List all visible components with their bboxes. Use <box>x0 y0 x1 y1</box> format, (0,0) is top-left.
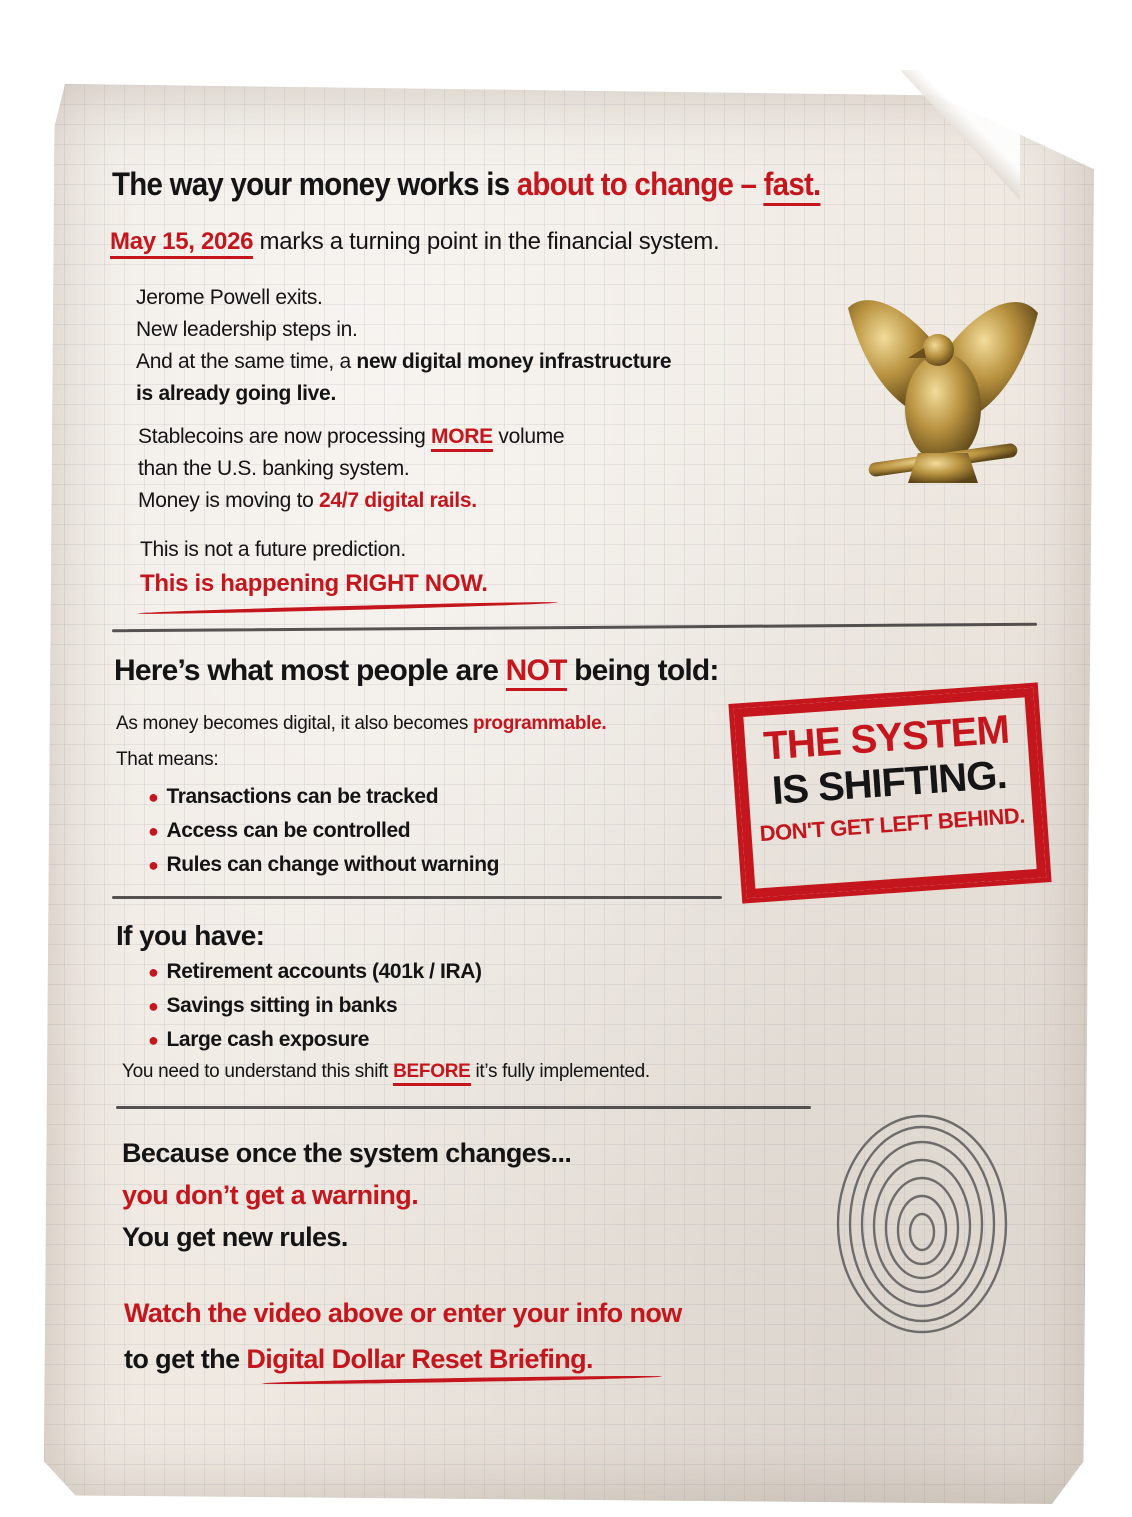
bullet-dot-icon: ● <box>148 787 159 807</box>
bullet-text: Rules can change without warning <box>166 853 500 876</box>
headline-part1: The way your money works is <box>112 166 517 202</box>
section4-line-1: Because once the system changes... <box>122 1138 572 1168</box>
cta-block <box>124 1290 682 1382</box>
programmable-highlight: programmable. <box>473 713 607 734</box>
date-line-rest: marks a turning point in the financial system. <box>253 228 720 255</box>
prediction-line-2: This is happening RIGHT NOW. <box>140 570 488 597</box>
list-item <box>148 780 499 814</box>
intro-line-2: New leadership steps in. <box>136 318 358 341</box>
section4-line-2: you don’t get a warning. <box>122 1180 419 1210</box>
headline-part3: fast. <box>764 166 821 206</box>
more-highlight: MORE <box>431 425 493 452</box>
bullet-dot-icon: ● <box>148 855 159 875</box>
list-item <box>148 1023 482 1057</box>
section3-l1c: it’s fully implemented. <box>470 1061 650 1082</box>
bullet-text: Retirement accounts (401k / IRA) <box>166 960 482 983</box>
date-line <box>110 226 719 258</box>
briefing-highlight: Digital Dollar Reset Briefing. <box>246 1344 593 1374</box>
date-highlight: May 15, 2026 <box>110 228 253 259</box>
stablecoins-line-3 <box>138 485 564 517</box>
list-item <box>148 814 499 848</box>
section2-l1a: As money becomes digital, it also becomes <box>116 713 474 734</box>
bullet-text: Access can be controlled <box>166 819 411 842</box>
before-highlight: BEFORE <box>393 1061 470 1086</box>
intro-block <box>136 282 671 410</box>
stamp-line-2: IS SHIFTING. <box>770 752 1008 814</box>
list-item <box>148 955 482 989</box>
section2-text <box>116 708 606 776</box>
fingerprint-icon <box>822 1112 1022 1342</box>
stamp-line-3: DON'T GET LEFT BEHIND. <box>758 802 1026 847</box>
list-item <box>148 989 482 1023</box>
section2-heading-c: being told: <box>566 654 719 687</box>
section3-heading: If you have: <box>116 920 265 951</box>
prediction-line-1: This is not a future prediction. <box>140 538 406 561</box>
section2-heading-a: Here’s what most people are <box>114 654 506 687</box>
stablecoins-line-1 <box>138 421 564 453</box>
intro-line-3 <box>136 346 671 378</box>
stablecoins-l1a: Stablecoins are now processing <box>138 425 432 448</box>
section2-line-2: That means: <box>116 749 219 770</box>
section4-line-3: You get new rules. <box>122 1222 348 1252</box>
stablecoins-l3a: Money is moving to <box>138 489 320 512</box>
stablecoins-l1c: volume <box>492 425 565 448</box>
not-highlight: NOT <box>506 654 567 691</box>
divider-2 <box>112 896 722 899</box>
bullet-text: Transactions can be tracked <box>166 785 439 808</box>
stablecoins-block <box>138 421 564 517</box>
bullet-text: Savings sitting in banks <box>166 994 398 1017</box>
intro-line-1: Jerome Powell exits. <box>136 286 323 309</box>
section2-bullets <box>148 780 499 882</box>
section3-l1a: You need to understand this shift <box>122 1061 394 1082</box>
section2-heading <box>114 654 719 688</box>
bullet-text: Large cash exposure <box>166 1028 369 1051</box>
cta-line-2a: to get the <box>124 1344 247 1374</box>
cta-line-1: Watch the video above or enter your info now <box>124 1298 682 1328</box>
headline <box>112 166 820 203</box>
stamp-line-1: THE SYSTEM <box>762 707 1011 769</box>
eagle-emblem-icon <box>838 288 1048 503</box>
bullet-dot-icon: ● <box>148 962 159 982</box>
section3-bullets <box>148 955 482 1057</box>
digital-rails-highlight: 24/7 digital rails. <box>319 489 477 512</box>
section3-text <box>122 1056 650 1088</box>
headline-part2: about to change – <box>516 166 764 202</box>
stablecoins-line-2: than the U.S. banking system. <box>138 457 410 480</box>
intro-line-3a: And at the same time, a <box>136 350 357 373</box>
list-item <box>148 848 499 882</box>
system-shifting-stamp <box>728 682 1051 903</box>
bullet-dot-icon: ● <box>148 821 159 841</box>
section2-line-1 <box>116 708 606 740</box>
bullet-dot-icon: ● <box>148 996 159 1016</box>
intro-line-4: is already going live. <box>136 382 336 405</box>
section4-block <box>122 1132 571 1258</box>
divider-3 <box>116 1106 811 1109</box>
prediction-block <box>140 534 488 602</box>
bullet-dot-icon: ● <box>148 1030 159 1050</box>
intro-line-3b: new digital money infrastructure <box>356 350 672 373</box>
cta-line-2 <box>124 1336 682 1382</box>
